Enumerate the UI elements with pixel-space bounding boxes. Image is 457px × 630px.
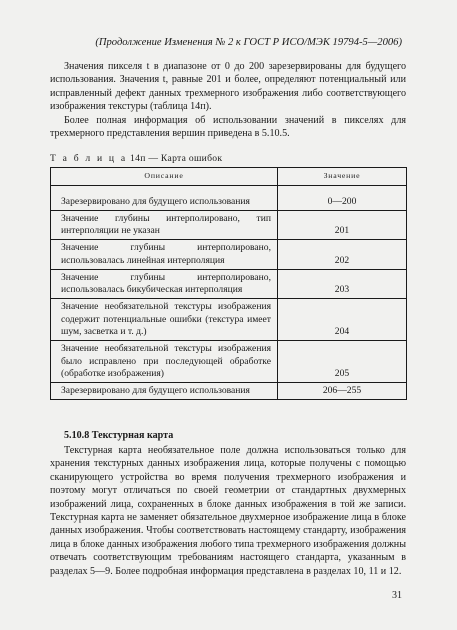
table-row: [51, 194, 407, 210]
table-row: [51, 210, 407, 239]
column-header-description: Описание: [51, 168, 278, 186]
table-row: [51, 341, 407, 383]
paragraph-pixel-values: Значения пикселя t в диапазоне от 0 до 200 зарезервированы для будущего использования. Значения t, равные 201 и более, определяют потенциальный или исправленный дефект данных трехмерного изображения либо соответствующего изображения текстуры (таблица 14п).: [50, 61, 406, 113]
row-description: Зарезервировано для будущего использования: [51, 383, 278, 400]
row-description: Значение глубины интерполировано, тип интерполяции не указан: [51, 210, 278, 239]
section-body: Текстурная карта необязательное поле должна использоваться только для хранения текстурных данных изображения лица, которые получены с помощью сканирующего устройства во время получения трехмерного изображения и поэтому могут отличаться по своей геометрии от стандартных двухмерных изображений лица, сохраненных в блоке данных изображения в той же записи. Текстурная карта не заменяет обязательное двухмерное изображение лица в блоке данных изображения. Чтобы соответствовать настоящему стандарту, изображения лица в блоке данных изображения любого типа трехмерного изображения должны отвечать соответствующим требованиям настоящего стандарта, указанным в разделах 5—9. Более подробная информация представлена в разделах 10, 11 и 12.: [50, 445, 406, 577]
row-description: Зарезервировано для будущего использования: [51, 194, 278, 210]
table-spacer-row: [51, 186, 407, 195]
row-description: Значение необязательной текстуры изображения содержит потенциальные ошибки (текстура имеет шум, засветка и т. д.): [51, 298, 278, 340]
error-map-table: [50, 167, 407, 400]
row-value: 201: [278, 210, 407, 239]
row-description: Значение необязательной текстуры изображения было исправлено при последующей обработке (обработке изображения): [51, 341, 278, 383]
row-value: 206—255: [278, 383, 407, 400]
table-caption-prefix: Т а б л и ц а: [50, 153, 128, 164]
row-value: 204: [278, 298, 407, 340]
page-header: (Продолжение Изменения № 2 к ГОСТ Р ИСО/МЭК 19794-5—2006): [95, 37, 402, 48]
section-title: 5.10.8 Текстурная карта: [64, 430, 174, 441]
table-row: [51, 298, 407, 340]
page-number: 31: [392, 590, 402, 601]
row-value: 202: [278, 240, 407, 269]
table-row: [51, 240, 407, 269]
table-row: [51, 269, 407, 298]
row-description: Значение глубины интерполировано, использовалась бикубическая интерполяция: [51, 269, 278, 298]
column-header-value: Значение: [278, 168, 407, 186]
table-caption: [50, 153, 222, 164]
row-value: 203: [278, 269, 407, 298]
paragraph-vertex-info: Более полная информация об использовании значений в пикселях для трехмерного представления вершин приведена в 5.10.5.: [50, 115, 406, 140]
row-value: 0—200: [278, 194, 407, 210]
row-description: Значение глубины интерполировано, использовалась линейная интерполяция: [51, 240, 278, 269]
table-row: [51, 383, 407, 400]
row-value: 205: [278, 341, 407, 383]
table-caption-title: 14п — Карта ошибок: [130, 153, 223, 164]
table-header-row: [51, 168, 407, 186]
